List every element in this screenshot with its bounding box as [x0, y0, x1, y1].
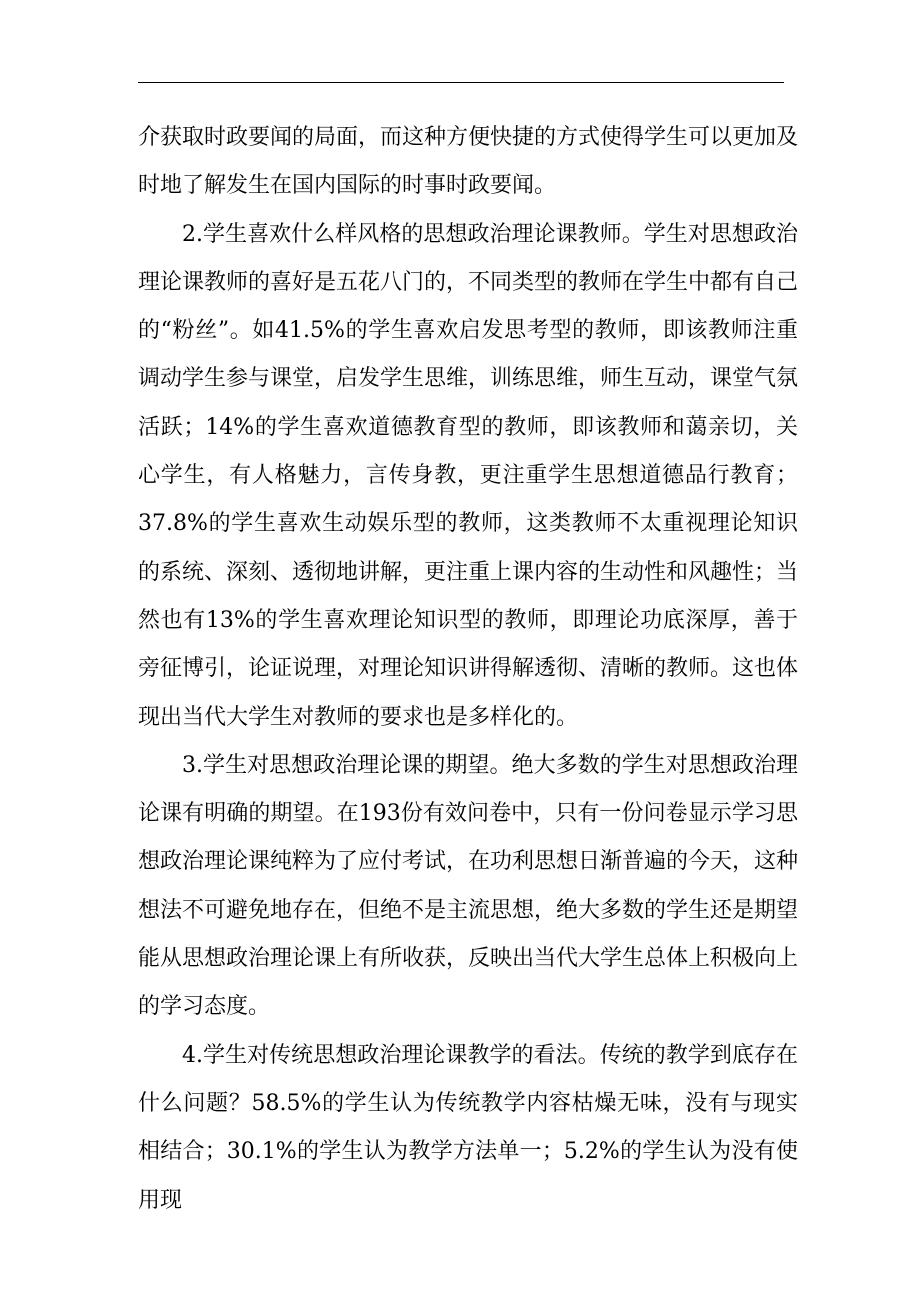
paragraph-teacher-style: 2.学生喜欢什么样风格的思想政治理论课教师。学生对思想政治理论课教师的喜好是五花八门的，不同类型的教师在学生中都有自己的“粉丝”。如41.5%的学生喜欢启发思考型的教师，即该教师注重调动学生参与课堂，启发学生思维，训练思维，师生互动，课堂气氛活跃；14%的学生喜欢道德教育型的教师，即该教师和蔼亲切，关心学生，有人格魅力，言传身教，更注重学生思想道德品行教育；37.8%的学生喜欢生动娱乐型的教师，这类教师不太重视理论知识的系统、深刻、透彻地讲解，更注重上课内容的生动性和风趣性；当然也有13%的学生喜欢理论知识型的教师，即理论功底深厚，善于旁征博引，论证说理，对理论知识讲得解透彻、清晰的教师。这也体现出当代大学生对教师的要求也是多样化的。: [138, 221, 799, 730]
header-rule: [138, 82, 784, 83]
paragraph-traditional-teaching: 4.学生对传统思想政治理论课教学的看法。传统的教学到底存在什么问题？58.5%的学生认为传统教学内容枯燥无味，没有与现实相结合；30.1%的学生认为教学方法单一；5.2%的学生认为没有使用现: [138, 1042, 799, 1213]
paragraph-continuation: 介获取时政要闻的局面，而这种方便快捷的方式使得学生可以更加及时地了解发生在国内国际的时事时政要闻。: [138, 125, 799, 199]
document-body: [138, 114, 798, 1225]
paragraph-course-expectation: 3.学生对思想政治理论课的期望。绝大多数的学生对思想政治理论课有明确的期望。在193份有效问卷中，只有一份问卷显示学习思想政治理论课纯粹为了应付考试，在功利思想日渐普遍的今天，这种想法不可避免地存在，但绝不是主流思想，绝大多数的学生还是期望能从思想政治理论课上有所收获，反映出当代大学生总体上积极向上的学习态度。: [138, 752, 799, 1020]
